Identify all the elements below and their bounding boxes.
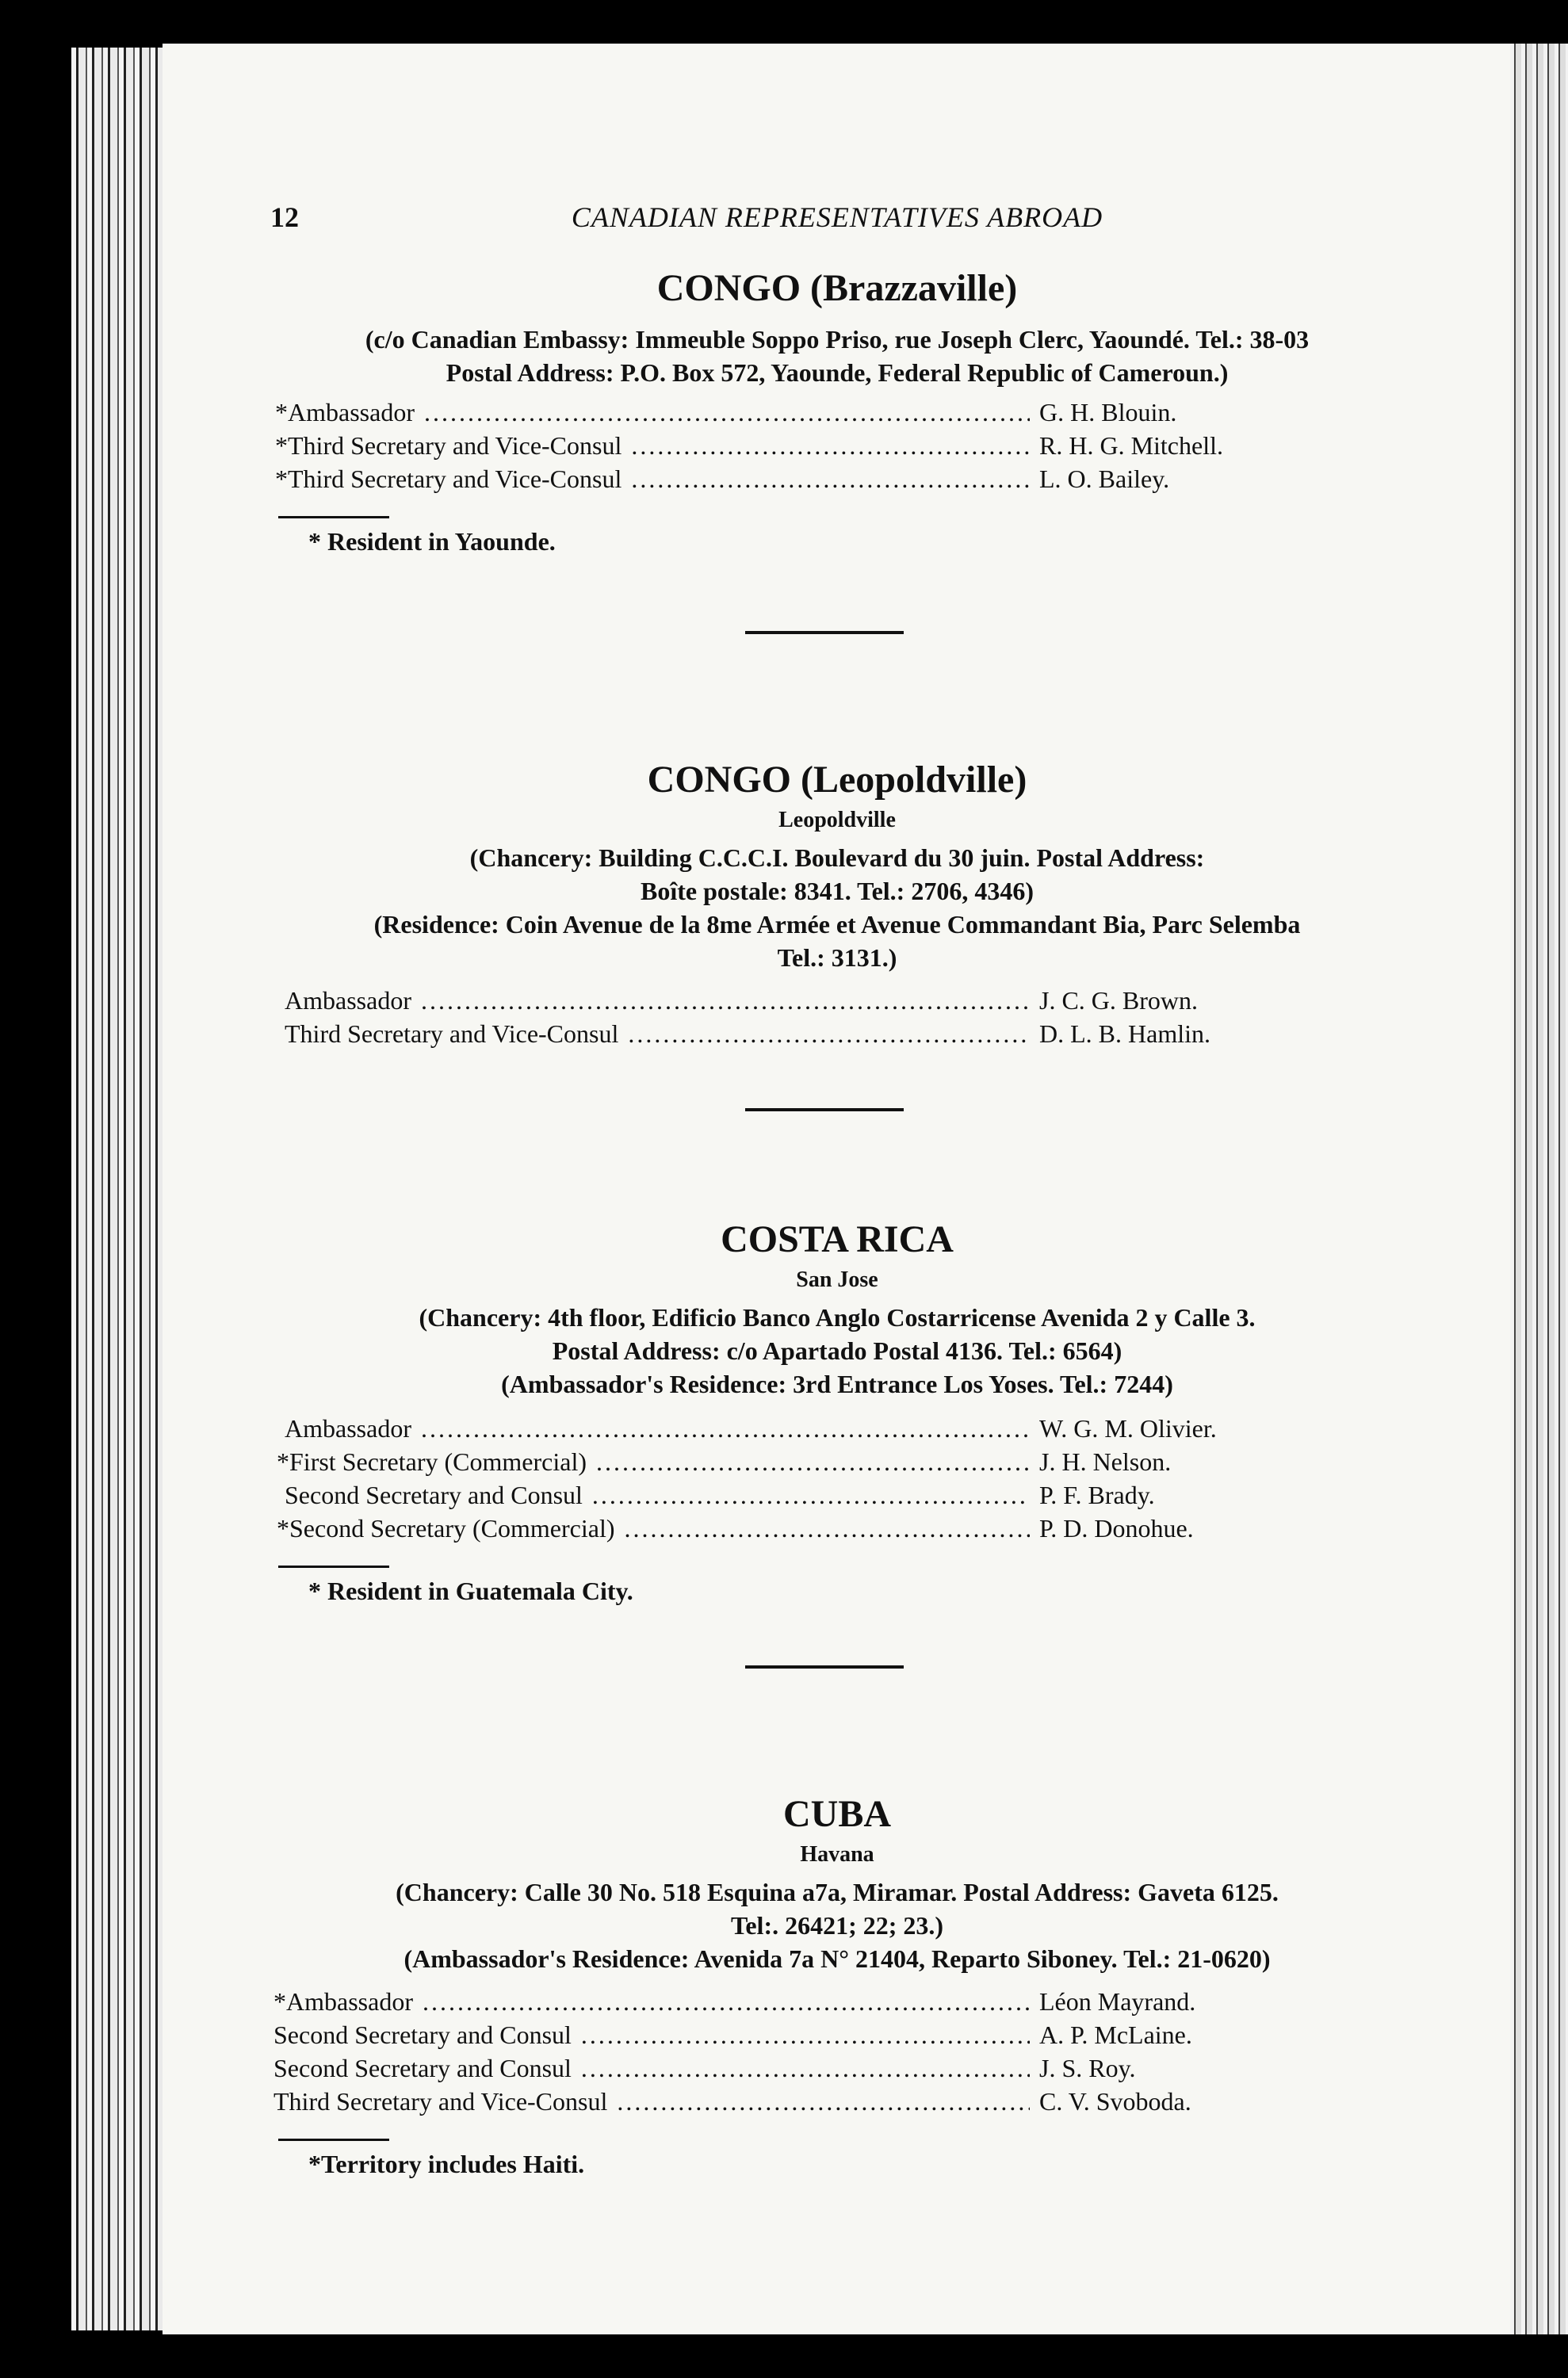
staff-row [270, 429, 1404, 462]
section-divider [745, 1665, 904, 1669]
country-heading: CUBA [782, 1793, 891, 1835]
staff-name: P. F. Brady. [1039, 1480, 1155, 1509]
footnote-rule [278, 516, 389, 518]
page-edge [1510, 44, 1568, 2334]
staff-row [270, 1445, 1404, 1478]
dot-leader [421, 984, 1030, 1017]
address-line: (Chancery: 4th floor, Edificio Banco Anglo Costarricense Avenida 2 y Calle 3. [419, 1302, 1256, 1332]
section-congo-leopoldville [270, 757, 1404, 1050]
section-divider [745, 1108, 904, 1111]
address-line: (Residence: Coin Avenue de la 8me Armée et Avenue Commandant Bia, Parc Selemba [373, 909, 1301, 939]
staff-position: Ambassador [285, 985, 411, 1015]
section-congo-brazzaville [270, 266, 1404, 558]
address-line: Postal Address: P.O. Box 572, Yaounde, Federal Republic of Cameroun.) [446, 357, 1229, 387]
address-line: (Chancery: Calle 30 No. 518 Esquina a7a, Miramar. Postal Address: Gaveta 6125. [396, 1877, 1279, 1906]
staff-name: A. P. McLaine. [1039, 2020, 1192, 2049]
address-line: (Ambassador's Residence: 3rd Entrance Los Yoses. Tel.: 7244) [501, 1369, 1173, 1398]
staff-list [270, 1985, 1404, 2118]
dot-leader [592, 1478, 1030, 1512]
dot-leader [581, 2018, 1030, 2051]
city-name: San Jose [796, 1267, 878, 1292]
address-line: Postal Address: c/o Apartado Postal 4136. Tel.: 6564) [552, 1336, 1122, 1365]
address-line: Tel:. 26421; 22; 23.) [730, 1910, 944, 1940]
staff-row [270, 1985, 1404, 2018]
dot-leader [631, 429, 1030, 462]
staff-position: *Ambassador [273, 1986, 413, 2016]
address-line: (c/o Canadian Embassy: Immeuble Soppo Priso, rue Joseph Clerc, Yaoundé. Tel.: 38-03 [365, 324, 1310, 354]
footnote: * Resident in Yaounde. [308, 526, 556, 556]
staff-name: L. O. Bailey. [1039, 464, 1170, 493]
staff-position: *Third Secretary and Vice-Consul [275, 430, 622, 460]
staff-list [270, 984, 1404, 1050]
staff-name: J. C. G. Brown. [1039, 985, 1199, 1015]
staff-position: *Ambassador [275, 397, 415, 426]
address-line: (Ambassador's Residence: Avenida 7a N° 21404, Reparto Siboney. Tel.: 21-0620) [403, 1944, 1271, 1973]
dot-leader [421, 1412, 1030, 1445]
country-heading: CONGO (Leopoldville) [647, 759, 1027, 801]
running-head [270, 201, 1404, 248]
address-line: Tel.: 3131.) [777, 942, 897, 972]
staff-row [270, 462, 1404, 495]
dot-leader [631, 462, 1030, 495]
footnote: *Territory includes Haiti. [308, 2149, 585, 2178]
staff-name: C. V. Svoboda. [1039, 2086, 1191, 2116]
staff-row [270, 2018, 1404, 2051]
staff-name: W. G. M. Olivier. [1039, 1413, 1217, 1443]
city-name: Havana [800, 1841, 874, 1867]
section-divider [745, 631, 904, 634]
staff-name: J. H. Nelson. [1039, 1447, 1172, 1476]
staff-row [270, 984, 1404, 1017]
staff-row [270, 2085, 1404, 2118]
staff-name: D. L. B. Hamlin. [1039, 1019, 1210, 1048]
staff-name: G. H. Blouin. [1039, 397, 1177, 426]
staff-position: Ambassador [285, 1413, 411, 1443]
dot-leader [617, 2085, 1030, 2118]
staff-row [270, 1017, 1404, 1050]
dot-leader [581, 2051, 1030, 2085]
staff-name: R. H. G. Mitchell. [1039, 430, 1223, 460]
staff-position: Third Secretary and Vice-Consul [285, 1019, 619, 1048]
staff-position: Third Secretary and Vice-Consul [273, 2086, 608, 2116]
staff-list [270, 1412, 1404, 1545]
dot-leader [424, 396, 1030, 429]
footnote: * Resident in Guatemala City. [308, 1576, 633, 1605]
page-number: 12 [270, 201, 299, 233]
dot-leader [423, 1985, 1030, 2018]
book-spine [71, 48, 163, 2330]
staff-list [270, 396, 1404, 495]
section-costa-rica [270, 1217, 1404, 1608]
staff-row [270, 2051, 1404, 2085]
staff-row [270, 1412, 1404, 1445]
staff-position: *Second Secretary (Commercial) [277, 1513, 615, 1543]
staff-position: Second Secretary and Consul [273, 2053, 572, 2082]
staff-name: J. S. Roy. [1039, 2053, 1136, 2082]
running-title: CANADIAN REPRESENTATIVES ABROAD [571, 201, 1103, 233]
staff-row [270, 1512, 1404, 1545]
footnote-rule [278, 2139, 389, 2141]
staff-name: P. D. Donohue. [1039, 1513, 1194, 1543]
staff-position: *First Secretary (Commercial) [277, 1447, 587, 1476]
staff-position: Second Secretary and Consul [285, 1480, 583, 1509]
section-cuba [270, 1791, 1404, 2181]
address-line: (Chancery: Building C.C.C.I. Boulevard du 30 juin. Postal Address: [469, 843, 1205, 872]
country-heading: CONGO (Brazzaville) [656, 267, 1018, 309]
staff-name: Léon Mayrand. [1039, 1986, 1196, 2016]
dot-leader [596, 1445, 1030, 1478]
dot-leader [628, 1017, 1030, 1050]
city-name: Leopoldville [778, 807, 896, 832]
country-heading: COSTA RICA [721, 1218, 954, 1260]
staff-position: Second Secretary and Consul [273, 2020, 572, 2049]
document-page [163, 44, 1510, 2334]
dot-leader [625, 1512, 1031, 1545]
staff-row [270, 1478, 1404, 1512]
address-line: Boîte postale: 8341. Tel.: 2706, 4346) [641, 876, 1034, 905]
staff-row [270, 396, 1404, 429]
staff-position: *Third Secretary and Vice-Consul [275, 464, 622, 493]
footnote-rule [278, 1566, 389, 1568]
